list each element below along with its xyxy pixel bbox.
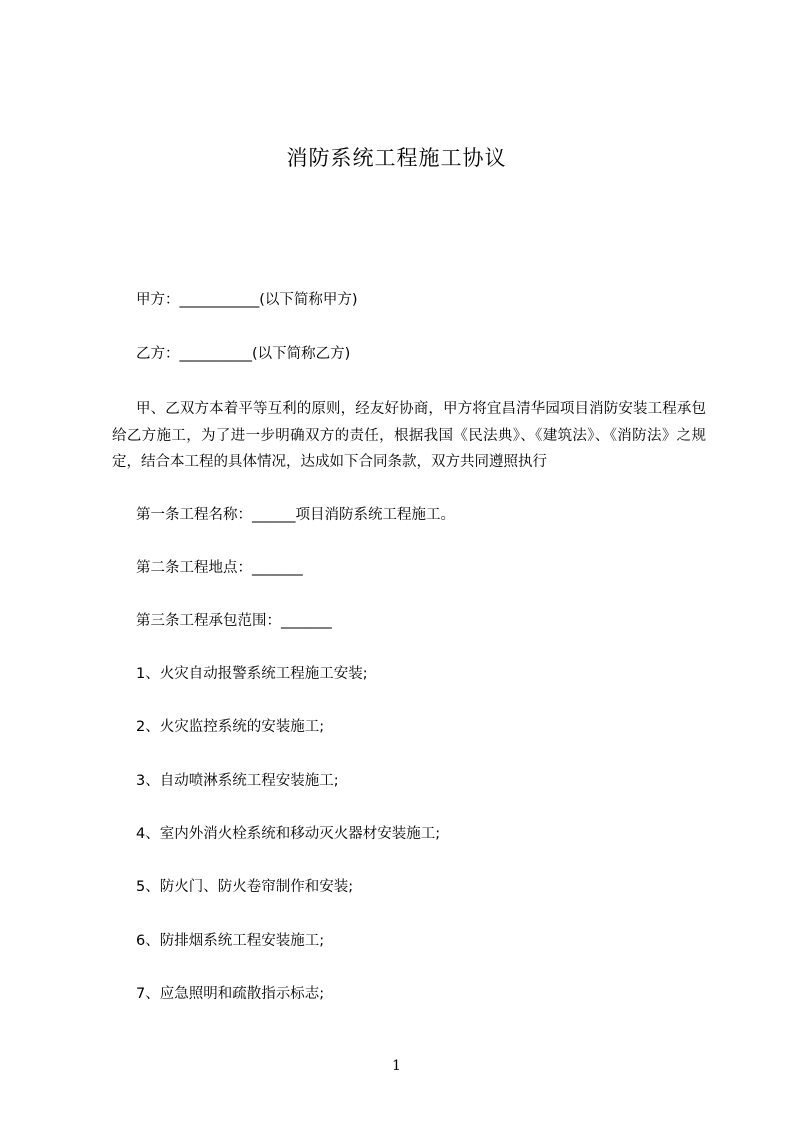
scope-item: 3、自动喷淋系统工程安装施工; [136,773,339,789]
article-3-contract-scope: 第三条工程承包范围：_______ [136,613,332,629]
party-a-line: 甲方：___________(以下简称甲方) [136,292,358,308]
article-1-project-name: 第一条工程名称：______项目消防系统工程施工。 [136,507,455,523]
article-2-project-location: 第二条工程地点：_______ [136,560,303,576]
page-number: 1 [392,1058,401,1074]
party-b-line: 乙方：__________(以下简称乙方) [136,346,351,362]
scope-item: 4、室内外消火栓系统和移动灭火器材安装施工; [136,826,441,842]
preamble-paragraph: 甲、乙双方本着平等互利的原则，经友好协商，甲方将宜昌清华园项目消防安装工程承包给乙方施工，为了进一步明确双方的责任，根据我国《民法典》、《建筑法》、《消防法》之规定，结合本工程的具体情况，达成如下合同条款，双方共同遵照执行 [112,401,706,470]
scope-item: 2、火灾监控系统的安装施工; [136,719,325,735]
scope-item: 1、火灾自动报警系统工程施工安装; [136,666,368,682]
document-title: 消防系统工程施工协议 [286,146,507,170]
scope-item: 5、防火门、防火卷帘制作和安装; [136,879,354,895]
scope-item: 6、防排烟系统工程安装施工; [136,933,325,949]
scope-item: 7、应急照明和疏散指示标志; [136,986,325,1002]
